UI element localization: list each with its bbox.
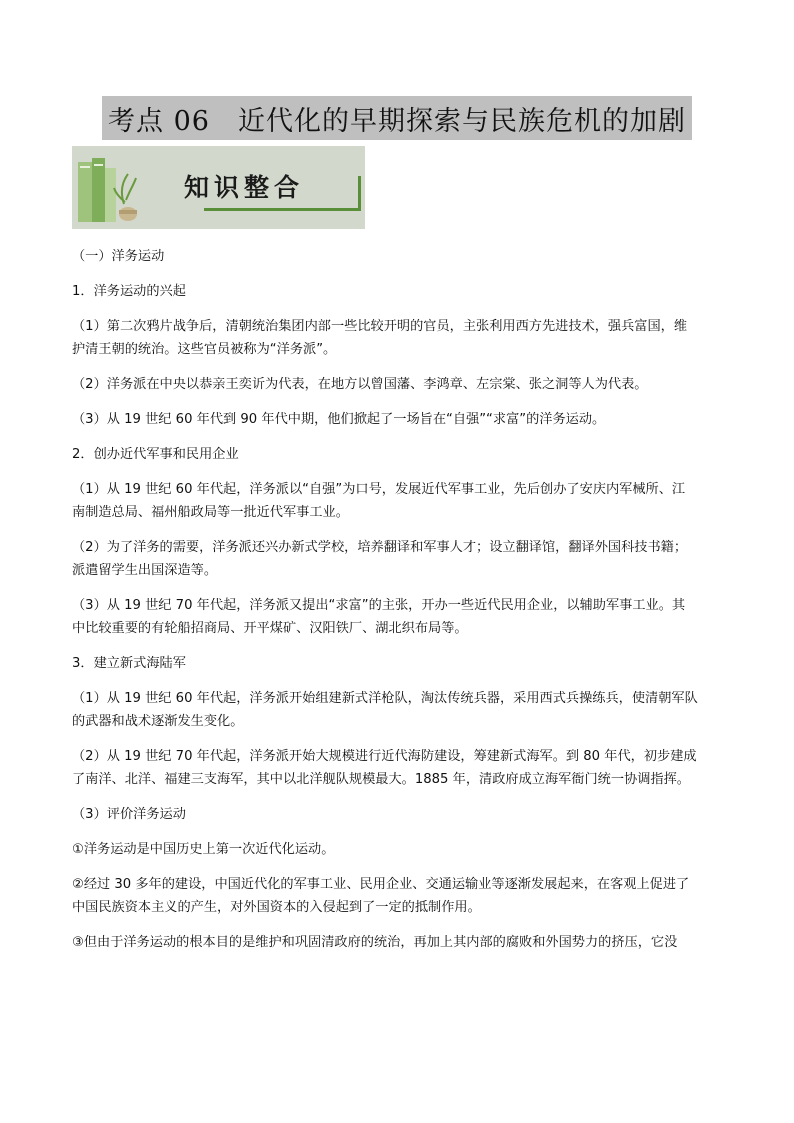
paragraph-gap (72, 303, 724, 315)
paragraph-gap (72, 640, 724, 652)
text-line: 3．建立新式海陆军 (72, 656, 186, 671)
badge-label: 知识整合 (184, 173, 305, 202)
text-line: ①洋务运动是中国历史上第一次近代化运动。 (72, 842, 335, 857)
paragraph-gap (72, 466, 724, 478)
paragraph-gap (72, 268, 724, 280)
paragraph-gap (72, 919, 724, 931)
paragraph-gap (72, 791, 724, 803)
paragraph-gap (72, 733, 724, 745)
text-line: 护清王朝的统治。这些官员被称为“洋务派”。 (72, 342, 337, 357)
section-badge (72, 146, 365, 229)
text-line: 2．创办近代军事和民用企业 (72, 447, 239, 462)
text-line: （2）洋务派在中央以恭亲王奕䜣为代表，在地方以曾国藩、李鸿章、左宗棠、张之洞等人为代表。 (72, 377, 648, 392)
text-line: 派遣留学生出国深造等。 (72, 563, 218, 578)
books-plant-icon (76, 154, 138, 226)
text-line: 了南洋、北洋、福建三支海军，其中以北洋舰队规模最大。1885 年，清政府成立海军衙门统一协调指挥。 (72, 772, 690, 787)
paragraph-gap (72, 431, 724, 443)
text-line: （2）从 19 世纪 70 年代起，洋务派开始大规模进行近代海防建设，筹建新式海军。到 80 年代，初步建成 (72, 749, 697, 764)
text-line: 南制造总局、福州船政局等一批近代军事工业。 (72, 505, 349, 520)
text-line: （2）为了洋务的需要，洋务派还兴办新式学校，培养翻译和军事人才；设立翻译馆，翻译外国科技书籍； (72, 540, 688, 555)
paragraph-gap (72, 861, 724, 873)
text-line: 的武器和战术逐渐发生变化。 (72, 714, 244, 729)
title-wrapper (0, 96, 794, 140)
text-line: （1）从 19 世纪 60 年代起，洋务派开始组建新式洋枪队，淘汰传统兵器，采用西式兵操练兵，使清朝军队 (72, 691, 698, 706)
paragraph-gap (72, 826, 724, 838)
paragraph-gap (72, 396, 724, 408)
text-line: （1）第二次鸦片战争后，清朝统治集团内部一些比较开明的官员，主张利用西方先进技术，强兵富国，维 (72, 319, 688, 334)
text-line: （1）从 19 世纪 60 年代起，洋务派以“自强”为口号，发展近代军事工业，先后创办了安庆内军械所、江 (72, 482, 686, 497)
text-line: （3）从 19 世纪 60 年代到 90 年代中期，他们掀起了一场旨在“自强”“求富”的洋务运动。 (72, 412, 606, 427)
text-line: ③但由于洋务运动的根本目的是维护和巩固清政府的统治，再加上其内部的腐败和外国势力的挤压，它没 (72, 935, 678, 950)
text-line: （3）从 19 世纪 70 年代起，洋务派又提出“求富”的主张，开办一些近代民用企业，以辅助军事工业。其 (72, 598, 686, 613)
paragraph-gap (72, 675, 724, 687)
paragraph-gap (72, 361, 724, 373)
paragraph-gap (72, 582, 724, 594)
badge-underline-end (358, 176, 361, 211)
text-line: 中比较重要的有轮船招商局、开平煤矿、汉阳铁厂、湖北织布局等。 (72, 621, 468, 636)
page-title: 考点 06 近代化的早期探索与民族危机的加剧 (102, 96, 692, 140)
text-line: 中国民族资本主义的产生，对外国资本的入侵起到了一定的抵制作用。 (72, 900, 481, 915)
document-body (72, 245, 724, 954)
paragraph-gap (72, 524, 724, 536)
text-line: ②经过 30 多年的建设，中国近代化的军事工业、民用企业、交通运输业等逐渐发展起来，在客观上促进了 (72, 877, 690, 892)
text-line: 1．洋务运动的兴起 (72, 284, 186, 299)
badge-underline (204, 208, 358, 211)
text-line: （3）评价洋务运动 (72, 807, 186, 822)
text-line: （一）洋务运动 (72, 249, 165, 264)
